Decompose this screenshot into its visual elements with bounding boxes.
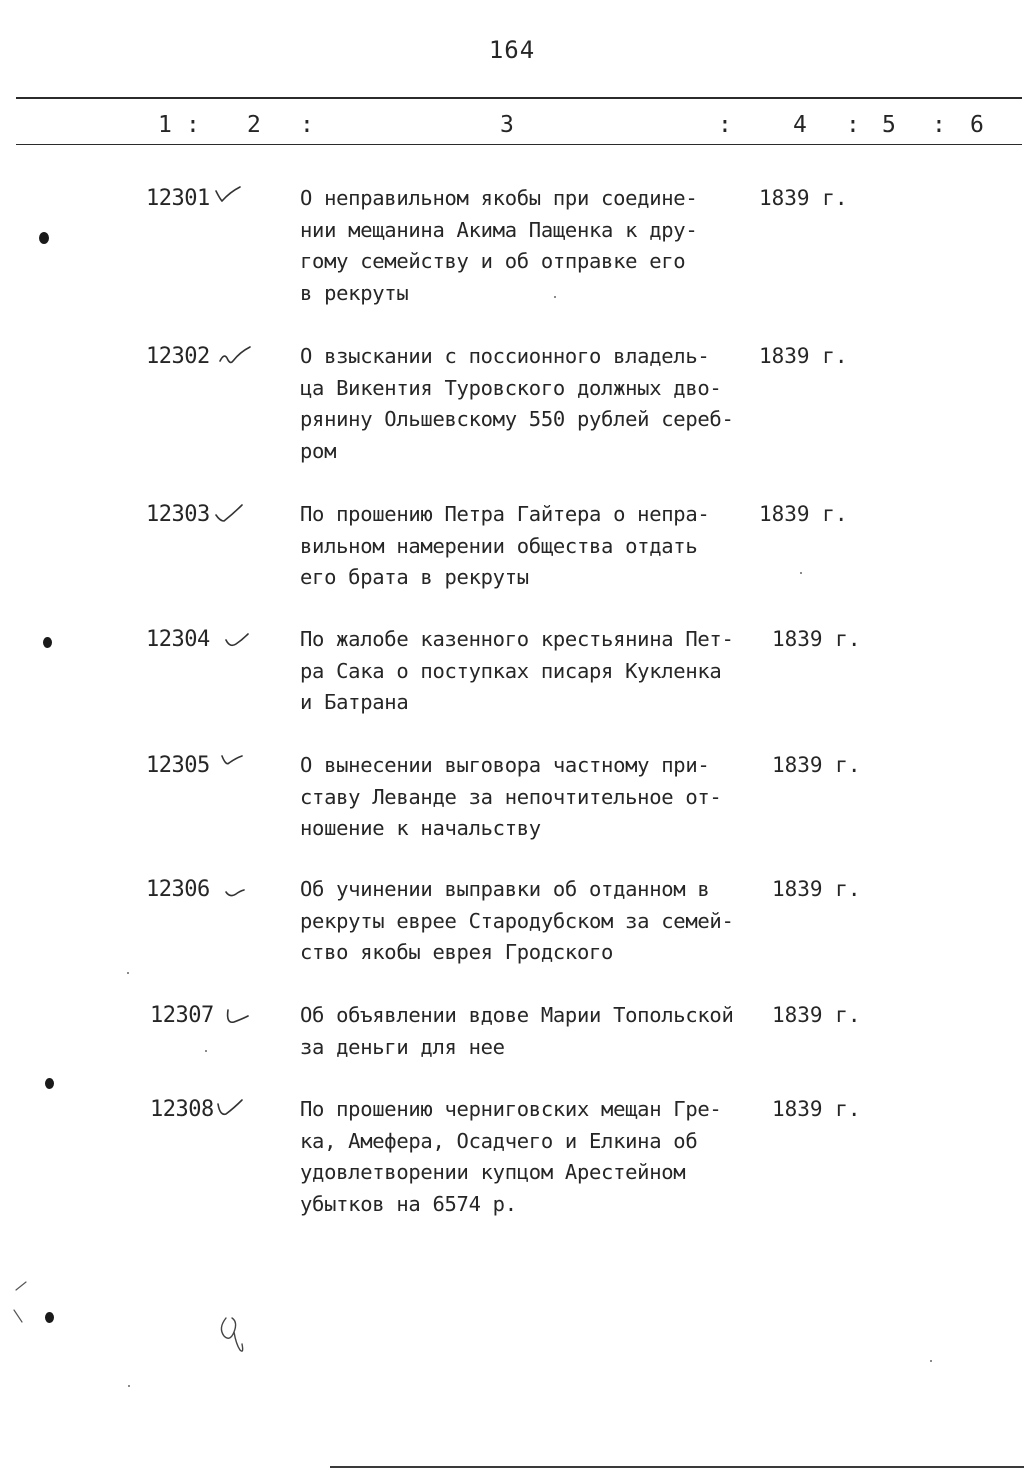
- record-number: 12306: [146, 877, 210, 902]
- record-description: Об объявлении вдове Марии Топольской за деньги для нее: [300, 1003, 734, 1059]
- column-header-3: 3: [500, 112, 514, 138]
- punch-hole-icon: [43, 637, 52, 648]
- column-separator: :: [932, 112, 946, 138]
- record-year: 1839 г.: [772, 627, 861, 651]
- column-header-4: 4: [793, 112, 807, 138]
- punch-hole-icon: [39, 232, 49, 244]
- record-description: По прошению черниговских мещан Гре- ка, Амефера, Осадчего и Елкина об удовлетворении купцом Арестейном убытков на 6574 р.: [300, 1097, 722, 1216]
- check-mark-icon: [0, 183, 60, 213]
- check-mark-icon: [0, 1000, 60, 1030]
- record-year: 1839 г.: [772, 1003, 861, 1027]
- check-mark-icon: [0, 874, 60, 904]
- record-number: 12308: [150, 1097, 214, 1122]
- punch-hole-icon: [45, 1312, 54, 1323]
- record-year: 1839 г.: [772, 877, 861, 901]
- record-year: 1839 г.: [759, 502, 848, 526]
- column-separator: :: [718, 112, 732, 138]
- record-number: 12307: [150, 1003, 214, 1028]
- record-number: 12303: [146, 502, 210, 527]
- record-description: О вынесении выговора частному при- ставу Леванде за непочтительное от- ношение к начальству: [300, 753, 722, 840]
- check-mark-icon: [0, 1094, 60, 1124]
- scan-speck: [554, 296, 556, 298]
- scan-speck: [128, 1385, 130, 1387]
- record-description: О неправильном якобы при соедине- нии мещанина Акима Пащенка к дру- гому семейству и об отправке его в рекруты: [300, 186, 698, 305]
- page-bottom-rule: [330, 1466, 1024, 1468]
- check-mark-icon: [0, 499, 60, 529]
- scan-speck: [800, 572, 802, 574]
- record-description: Об учинении выправки об отданном в рекруты еврее Стародубском за семей- ство якобы еврея Гродского: [300, 877, 734, 964]
- column-separator: :: [300, 112, 314, 138]
- scan-speck: [930, 1360, 932, 1362]
- record-year: 1839 г.: [759, 344, 848, 368]
- column-header-row: [0, 112, 1024, 140]
- record-year: 1839 г.: [759, 186, 848, 210]
- column-header-6: 6: [970, 112, 984, 138]
- record-description: По жалобе казенного крестьянина Пет- ра Сака о поступках писаря Кукленка и Батрана: [300, 627, 734, 714]
- check-mark-icon: [0, 750, 60, 780]
- punch-hole-icon: [45, 1078, 54, 1089]
- page-number: 164: [488, 36, 536, 64]
- handwritten-mark-icon: [212, 1310, 252, 1360]
- record-year: 1839 г.: [772, 1097, 861, 1121]
- column-header-1: 1: [158, 112, 172, 138]
- record-description: О взыскании с поссионного владель- ца Викентия Туровского должных дво- рянину Ольшевскому 550 рублей сереб- ром: [300, 344, 734, 463]
- column-separator: :: [846, 112, 860, 138]
- scan-speck: [127, 972, 129, 974]
- column-separator: :: [186, 112, 200, 138]
- header-bottom-rule: [16, 144, 1022, 145]
- record-number: 12302: [146, 344, 210, 369]
- record-year: 1839 г.: [772, 753, 861, 777]
- record-number: 12305: [146, 753, 210, 778]
- record-description: По прошению Петра Гайтера о непра- вильном намерении общества отдать его брата в рекруты: [300, 502, 710, 589]
- column-header-2: 2: [247, 112, 261, 138]
- header-top-rule: [16, 97, 1022, 99]
- column-header-5: 5: [882, 112, 896, 138]
- check-mark-icon: [0, 341, 60, 371]
- margin-pencil-mark-icon: [8, 1280, 38, 1330]
- scan-speck: [205, 1050, 207, 1052]
- record-number: 12301: [146, 186, 210, 211]
- record-number: 12304: [146, 627, 210, 652]
